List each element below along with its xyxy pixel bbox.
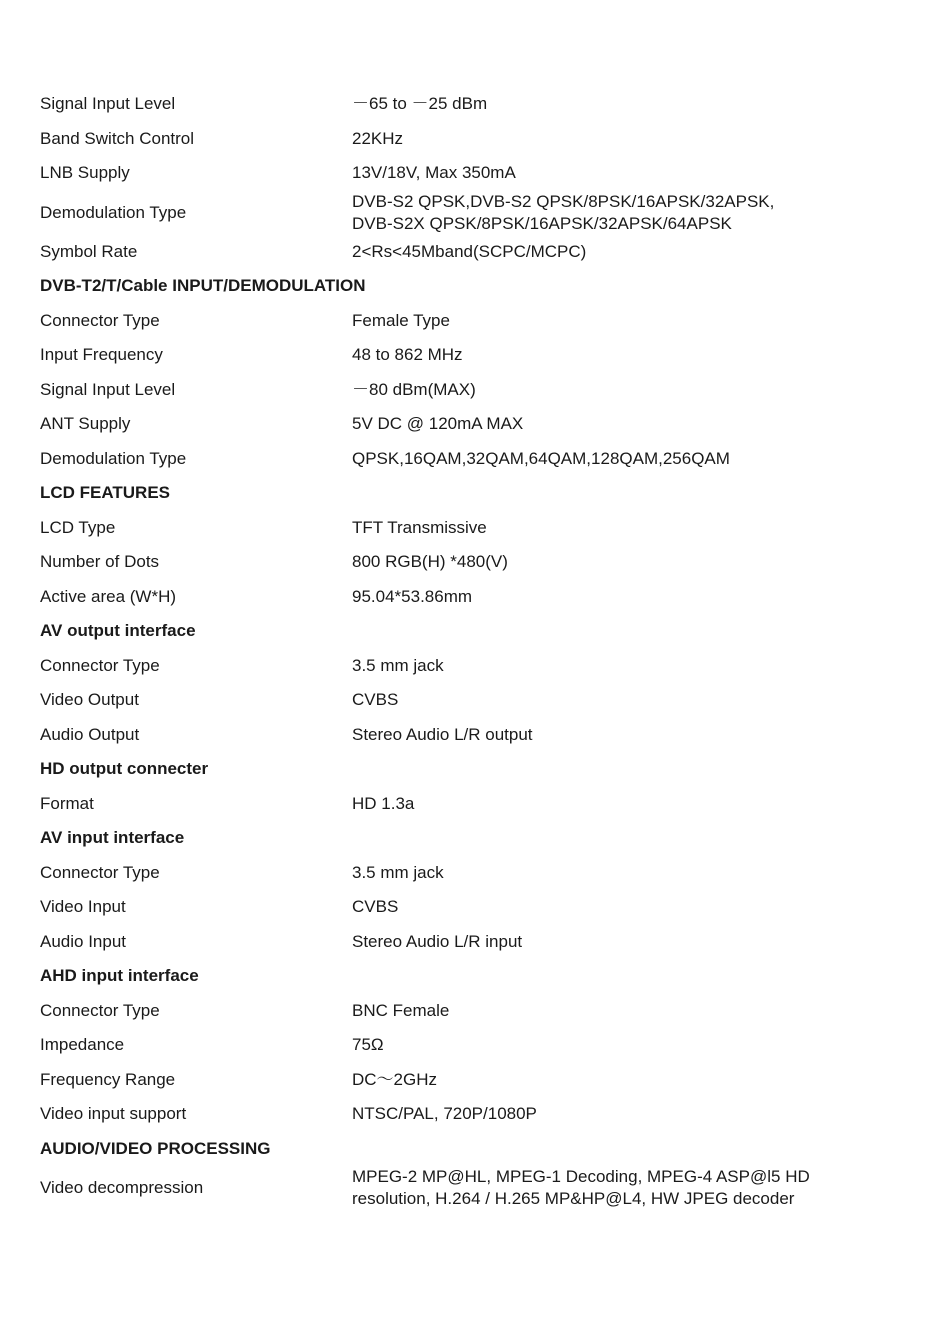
- spec-label: Video Input: [40, 897, 126, 917]
- spec-label: Demodulation Type: [40, 202, 187, 222]
- spec-row: [40, 304, 900, 339]
- spec-value-line: MPEG-2 MP@HL, MPEG-1 Decoding, MPEG-4 ASP@l5 HD: [352, 1167, 810, 1186]
- spec-value: BNC Female: [352, 1000, 450, 1020]
- spec-row: [40, 1166, 900, 1210]
- spec-row: [40, 442, 900, 477]
- spec-label: Active area (W*H): [40, 586, 177, 606]
- spec-label: Demodulation Type: [40, 448, 187, 468]
- spec-label: Video decompression: [40, 1178, 204, 1197]
- spec-label: LCD Type: [40, 517, 116, 537]
- spec-value: 75Ω: [352, 1035, 384, 1055]
- spec-row: [40, 511, 900, 546]
- spec-label: Connector Type: [40, 655, 160, 675]
- spec-value: DC～2GHz: [352, 1069, 438, 1089]
- spec-row: [40, 890, 900, 925]
- spec-label: ANT Supply: [40, 414, 131, 434]
- spec-value: CVBS: [352, 897, 399, 917]
- spec-value: 3.5 mm jack: [352, 655, 444, 675]
- spec-row: [40, 787, 900, 822]
- spec-label: Audio Input: [40, 931, 127, 951]
- spec-value: 48 to 862 MHz: [352, 345, 463, 365]
- spec-label: Video input support: [40, 1104, 187, 1124]
- spec-label: Audio Output: [40, 724, 140, 744]
- spec-value: －80 dBm(MAX): [352, 379, 476, 399]
- spec-row: [40, 373, 900, 408]
- spec-value: －65 to －25 dBm: [352, 94, 488, 114]
- spec-row: [40, 156, 900, 191]
- spec-label: Connector Type: [40, 1000, 160, 1020]
- spec-row: [40, 235, 900, 270]
- spec-row: [40, 191, 900, 235]
- spec-label: Format: [40, 793, 94, 813]
- spec-sheet: [40, 87, 900, 1210]
- spec-value: 3.5 mm jack: [352, 862, 444, 882]
- spec-value: HD 1.3a: [352, 793, 415, 813]
- spec-value: TFT Transmissive: [352, 517, 487, 537]
- spec-label: Video Output: [40, 690, 139, 710]
- spec-value: Stereo Audio L/R output: [352, 724, 533, 744]
- spec-label: Frequency Range: [40, 1069, 176, 1089]
- spec-value-line: DVB-S2X QPSK/8PSK/16APSK/32APSK/64APSK: [352, 213, 732, 233]
- spec-row: [40, 994, 900, 1029]
- spec-row: [40, 683, 900, 718]
- spec-value: 2<Rs<45Mband(SCPC/MCPC): [352, 241, 587, 261]
- spec-value: 800 RGB(H) *480(V): [352, 552, 508, 572]
- spec-label: Connector Type: [40, 862, 160, 882]
- section-heading: AV output interface: [40, 621, 196, 641]
- spec-row: [40, 338, 900, 373]
- section-heading: AUDIO/VIDEO PROCESSING: [40, 1138, 271, 1158]
- spec-value: [352, 1166, 900, 1210]
- spec-row: [40, 718, 900, 753]
- spec-label: Signal Input Level: [40, 379, 176, 399]
- spec-value: CVBS: [352, 690, 399, 710]
- spec-value: 13V/18V, Max 350mA: [352, 163, 516, 183]
- spec-label: Band Switch Control: [40, 128, 195, 148]
- spec-row: [40, 122, 900, 157]
- spec-value: [352, 191, 900, 235]
- spec-value-line: resolution, H.264 / H.265 MP&HP@L4, HW JPEG decoder: [352, 1189, 795, 1208]
- spec-label: Symbol Rate: [40, 241, 138, 261]
- spec-row: [40, 407, 900, 442]
- spec-label: Impedance: [40, 1035, 125, 1055]
- spec-value: 95.04*53.86mm: [352, 586, 473, 606]
- spec-row: [40, 545, 900, 580]
- spec-label: Connector Type: [40, 310, 160, 330]
- spec-row: [40, 1063, 900, 1098]
- spec-label: Input Frequency: [40, 345, 163, 365]
- section-heading: AV input interface: [40, 828, 185, 848]
- spec-value: 5V DC @ 120mA MAX: [352, 414, 524, 434]
- spec-label: Signal Input Level: [40, 94, 176, 114]
- spec-value: 22KHz: [352, 128, 404, 148]
- spec-row: [40, 580, 900, 615]
- section-heading: LCD FEATURES: [40, 483, 171, 503]
- spec-row: [40, 856, 900, 891]
- spec-label: Number of Dots: [40, 552, 160, 572]
- spec-value: Female Type: [352, 310, 450, 330]
- spec-row: [40, 649, 900, 684]
- spec-row: [40, 1097, 900, 1132]
- spec-value-line: DVB-S2 QPSK,DVB-S2 QPSK/8PSK/16APSK/32APSK,: [352, 191, 775, 211]
- spec-row: [40, 87, 900, 122]
- section-heading: HD output connecter: [40, 759, 209, 779]
- section-heading: AHD input interface: [40, 966, 199, 986]
- spec-value: QPSK,16QAM,32QAM,64QAM,128QAM,256QAM: [352, 448, 730, 468]
- spec-value: NTSC/PAL, 720P/1080P: [352, 1104, 537, 1124]
- spec-label: LNB Supply: [40, 163, 130, 183]
- spec-value: Stereo Audio L/R input: [352, 931, 523, 951]
- section-heading: DVB-T2/T/Cable INPUT/DEMODULATION: [40, 276, 366, 296]
- spec-row: [40, 1028, 900, 1063]
- spec-row: [40, 925, 900, 960]
